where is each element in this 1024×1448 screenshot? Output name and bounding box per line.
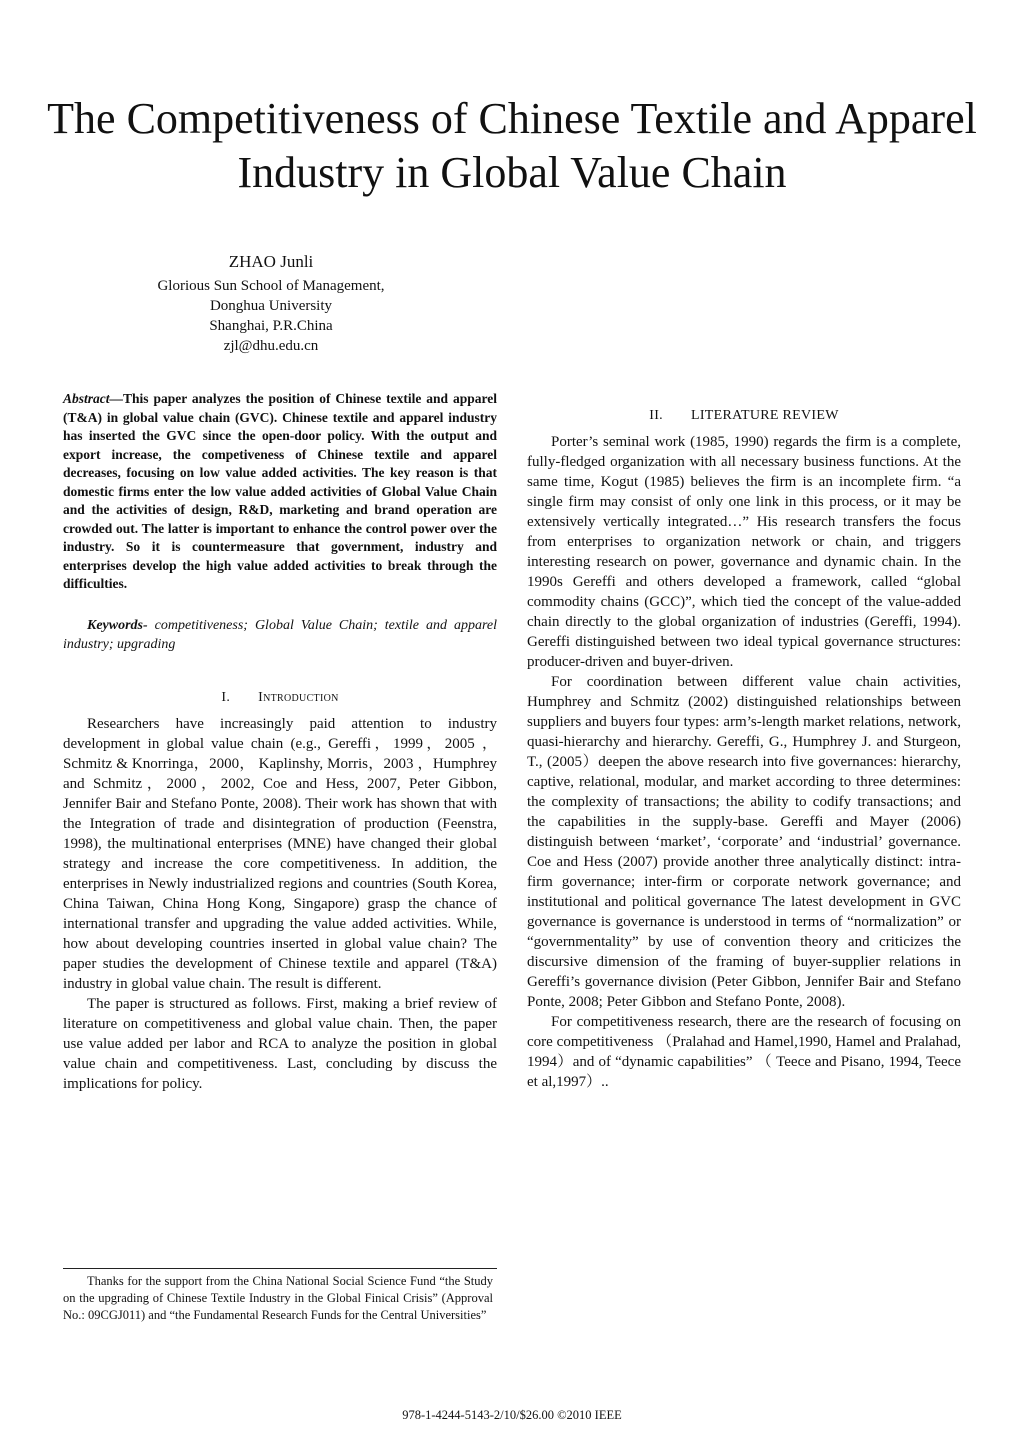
literature-paragraph-3: For competitiveness research, there are the research of focusing on core competitiveness （Pralahad and Hamel,1990, Hamel and Pralahad, 1994）and of “dynamic capabilities” （ Teece and Pisano, 1994, Teece et al,1997）.. <box>527 1014 961 1090</box>
author-name: ZHAO Junli <box>228 252 314 271</box>
left-column <box>63 390 497 1094</box>
intro-paragraph-1: Researchers have increasingly paid attention to industry development in global value chain (e.g., Gereffi，1999，2005 ，Schmitz & Knorringa，2000， Kaplinshy, Morris，2003 ，Humphrey and Schmitz，2000，2002, Coe and Hess, 2007, Peter Gibbon, Jennifer Bair and Stefano Ponte, 2008). Their work has shown that with the Integration of trade and disintegration of production (Feenstra, 1998), the multinational enterprises (MNE) have changed their global strategy and increase the core competitiveness. In addition, the enterprises in Newly industrialized regions and countries (South Korea, China Taiwan, China Hong Kong, Singapore) grasp the chance of international transfer and upgrading the value added activities. While, how about developing countries inserted in global value chain? The paper studies the development of Chinese textile and apparel (T&A) industry in global value chain. The result is different. <box>63 715 497 992</box>
author-affiliation-1: Glorious Sun School of Management, <box>157 278 385 294</box>
section-title-literature: LITERATURE REVIEW <box>690 408 839 423</box>
right-column <box>527 406 961 1092</box>
literature-paragraph-1: Porter’s seminal work (1985, 1990) regards the firm is a complete, fully-fledged organization with all necessary business functions. At the same time, Kogut (1985) believes the firm is an incomplete firm. “a single firm may consist of only one link in this process, or it may be extensively vertically integrated…” His research transfers the focus from enterprises to organization network or chain, and triggers interesting research on power, governance and dynamic chain. In the 1990s Gereffi and others developed a framework, called “global commodity chains (GCC)”, which tied the concept of the value-added chain directly to the global organization of industries (Gereffi, 1994). Gereffi distinguished between two ideal typical governance structures: producer-driven and buyer-driven. <box>527 434 961 670</box>
keywords-label: Keywords- <box>87 617 148 633</box>
abstract <box>63 390 497 594</box>
section-heading-intro <box>63 688 497 708</box>
abstract-text: This paper analyzes the position of Chinese textile and apparel (T&A) in global value chain (GVC). Chinese textile and apparel industry has inserted the GVC since the open-door policy. With the output and export increase, the competiveness of Chinese textile and apparel decreases, focusing on low value added activities. The key reason is that domestic firms enter the low value added activities of Global Value Chain and the activities of design, R&D, marketing and brand operation are crowded out. The latter is important to enhance the control power over the industry. So it is countermeasure that government, industry and enterprises develop the high value added activities to break through the difficulties. <box>63 391 497 591</box>
section-number-intro: I. <box>221 689 231 705</box>
abstract-label: Abstract— <box>63 391 124 406</box>
title-line-2: Industry in Global Value Chain <box>237 148 787 197</box>
section-number-literature: II. <box>649 408 663 423</box>
paper-title <box>40 92 984 200</box>
section-heading-literature <box>527 406 961 426</box>
author-location: Shanghai, P.R.China <box>209 318 333 334</box>
page-footer: 978-1-4244-5143-2/10/$26.00 ©2010 IEEE <box>402 1408 622 1422</box>
author-affiliation-2: Donghua University <box>209 298 333 314</box>
author-block <box>71 250 471 356</box>
footnote: Thanks for the support from the China National Social Science Fund “the Study on the upgrading of Chinese Textile Industry in the Global Finical Crisis” (Approval No.: 09CGJ011) and “the Fundamental Research Funds for the Central Universities” <box>63 1274 493 1322</box>
footnote-divider <box>63 1268 497 1269</box>
keywords-text: competitiveness; Global Value Chain; textile and apparel industry; upgrading <box>63 617 497 652</box>
author-email: zjl@dhu.edu.cn <box>223 338 319 354</box>
section-title-intro: Introduction <box>258 689 339 705</box>
intro-paragraph-2: The paper is structured as follows. First, making a brief review of literature on competitiveness and global value chain. Then, the paper use value added per labor and RCA to analyze the position in global value chain and competitiveness. Last, concluding by discuss the implications for policy. <box>63 995 497 1092</box>
literature-paragraph-2: For coordination between different value chain activities, Humphrey and Schmitz (2002) distinguished relationships between suppliers and buyers four types: arm’s-length market relations, network, quasi-hierarchy and hierarchy. Gereffi, G., Humphrey J. and Sturgeon, T., (2005）deepen the above research into five governances: hierarchy, captive, relational, modular, and market according to three determines: the complexity of transactions; the ability to codify transactions; and the capabilities in the supply-base. Gereffi and Mayer (2006) distinguish between ‘market’, ‘corporate’ and ‘industrial’ governance. Coe and Hess (2007) provide another three analytically distinct: intra-firm governance; inter-firm or corporate network governance; and institutional and political governance The latest development in GVC governance is governance is understood in terms of “normalization” or “governmentality” by use of convention theory and criticizes the discursive dimension of the framing of buyer-supplier relations in Gereffi’s governance division (Peter Gibbon, Jennifer Bair and Stefano Ponte, 2008; Peter Gibbon and Stefano Ponte, 2008). <box>527 674 961 1010</box>
keywords <box>63 616 497 654</box>
title-line-1: The Competitiveness of Chinese Textile and Apparel <box>47 94 977 143</box>
